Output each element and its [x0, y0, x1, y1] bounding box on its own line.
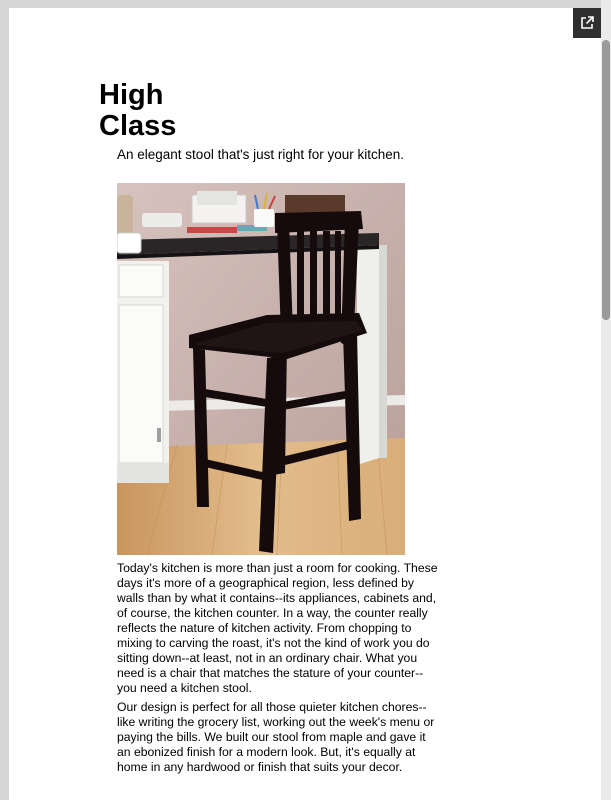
document-page	[9, 8, 601, 800]
scrollbar-thumb[interactable]	[602, 40, 610, 320]
article-paragraph: Our design is perfect for all those quieter kitchen chores--like writing the grocery list, working out the week's menu or paying the bills. We built our stool from maple and gave it an ebonized finish for a modern look. But, it's equally at home in any hardwood or finish that suits your decor.	[117, 700, 435, 774]
kitchen-stool-photo	[117, 183, 405, 555]
vertical-scrollbar[interactable]	[601, 0, 611, 800]
popout-icon	[579, 15, 595, 31]
article-paragraph: Today's kitchen is more than just a room for cooking. These days it's more of a geographical region, less defined by walls than by what it contains--its appliances, cabinets and, of course, the kitchen counter. In a way, the counter really reflects the nature of kitchen activity. From chopping to mixing to carving the roast, it's not the kind of work you do sitting down--at least, not in an ordinary chair. What you need is a chair that matches the stature of your counter--you need a kitchen stool.	[117, 561, 438, 695]
article-subtitle: An elegant stool that's just right for your kitchen.	[117, 147, 404, 162]
article-title: High Class	[99, 79, 177, 142]
popout-button[interactable]	[573, 8, 601, 38]
